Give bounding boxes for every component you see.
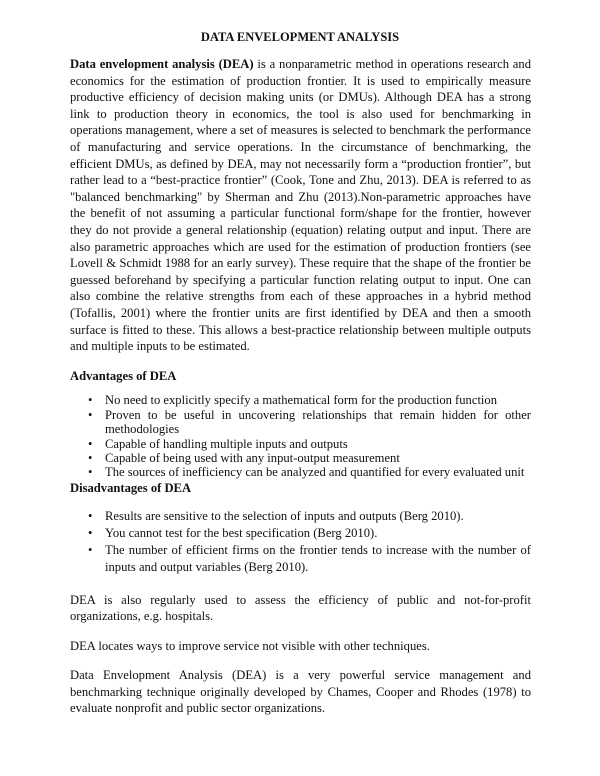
list-item: • No need to explicitly specify a mathematical form for the production function xyxy=(105,393,531,407)
public-sector-paragraph: DEA is also regularly used to assess the efficiency of public and not-for-profit organizations, e.g. hospitals. xyxy=(70,592,531,624)
intro-paragraph xyxy=(70,56,531,355)
list-item: • Capable of handling multiple inputs and outputs xyxy=(105,437,531,451)
list-item: • The sources of inefficiency can be analyzed and quantified for every evaluated unit xyxy=(105,465,531,479)
intro-term: Data envelopment analysis (DEA) xyxy=(70,57,254,71)
advantages-heading: Advantages of DEA xyxy=(70,368,177,383)
list-item: • You cannot test for the best specification (Berg 2010). xyxy=(105,525,531,542)
advantages-list xyxy=(70,393,531,479)
origin-paragraph: Data Envelopment Analysis (DEA) is a very powerful service management and benchmarking technique originally developed by Chames, Cooper and Rhodes (1978) to evaluate nonprofit and public sector organizations. xyxy=(70,668,531,716)
improvement-paragraph: DEA locates ways to improve service not visible with other techniques. xyxy=(70,638,430,653)
disadvantages-heading: Disadvantages of DEA xyxy=(70,480,192,495)
page-title: DATA ENVELOPMENT ANALYSIS xyxy=(200,30,400,44)
list-item: • Capable of being used with any input-output measurement xyxy=(105,451,531,465)
document-body xyxy=(70,56,531,717)
list-item: • The number of efficient firms on the frontier tends to increase with the number of inputs and output variables (Berg 2010). xyxy=(105,542,531,576)
intro-text: is a nonparametric method in operations research and economics for the estimation of production frontier. It is used to empirically measure productive efficiency of decision making units (or DMUs). Although DEA has a strong link to production theory in economics, the tool is also used for benchmarking in operations management, where a set of measures is selected to benchmark the performance of manufacturing and service operations. In the circumstance of benchmarking, the efficient DMUs, as defined by DEA, may not necessarily form a “production frontier”, but rather lead to a “best-practice frontier” (Cook, Tone and Zhu, 2013). DEA is referred to as "balanced benchmarking" by Sherman and Zhu (2013).Non-parametric approaches have the benefit of not assuming a particular functional form/shape for the frontier, however they do not provide a general relationship (equation) relating output and input. There are also parametric approaches which are used for the estimation of production frontiers (see Lovell & Schmidt 1988 for an early survey). These require that the shape of the frontier be guessed beforehand by specifying a particular function relating output to input. One can also combine the relative strengths from each of these approaches in a hybrid method (Tofallis, 2001) where the frontier units are first identified by DEA and then a smooth surface is fitted to these. This allows a best-practice relationship between multiple outputs and multiple inputs to be estimated. xyxy=(70,57,531,354)
list-item: • Results are sensitive to the selection of inputs and outputs (Berg 2010). xyxy=(105,508,531,525)
list-item: • Proven to be useful in uncovering relationships that remain hidden for other methodologies xyxy=(105,408,531,437)
disadvantages-list xyxy=(70,508,531,575)
